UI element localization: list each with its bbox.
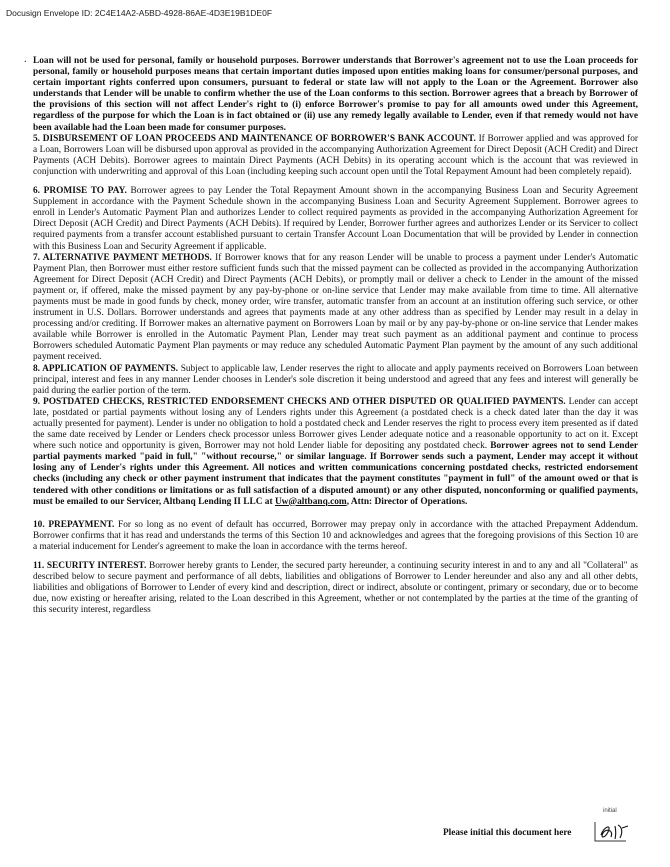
section-9-heading: 9. POSTDATED CHECKS, RESTRICTED ENDORSEMENT CHECKS AND OTHER DISPUTED OR QUALIFIED PAYMENTS. [33, 396, 566, 407]
loan-purpose-text: Loan will not be used for personal, family or household purposes. Borrower understands that Borrower's agreement not to use the Loan proceeds for personal, family or household purposes means that certain important duties imposed upon entities making loans for consumer/personal purposes, and certain important rights conferred upon consumers, pursuant to federal or state law will not apply to the Loan or the Agreement. Borrower also understands that Lender will be unable to confirm whether the use of the Loan conforms to this section. Borrower agrees that a breach by Borrower of the provisions of this section will not affect Lender's right to (i) enforce Borrower's promise to pay for all amounts owed under this Agreement, regardless of the purpose for which the Loan is in fact obtained or (ii) use any remedy legally available to Lender, even if that remedy would not have been available had the Loan been made for consumer purposes. [33, 56, 638, 133]
servicer-email-link[interactable]: Uw@altbanq.com [274, 496, 347, 507]
section-9-notice: Borrower agrees not to send Lender partial payments marked "paid in full," "without recourse," or similar language. If Borrower sends such a payment, Lender may accept it without losing any of Lender's rights under this Agreement. All notices and written communications concerning postdated checks, restricted endorsement checks (including any check or other payment instrument that indicates that the payment constitutes "payment in full" of the amount owed or that is tendered with other conditions or limitations or as full satisfaction of a disputed amount) or any other disputed, nonconforming or qualified payments, must be emailed to our Servicer, Altbanq Lending II LLC at [33, 441, 638, 507]
initial-caption: initial [603, 808, 617, 814]
initial-signature-field[interactable] [592, 818, 634, 844]
section-6-body: Borrower agrees to pay Lender the Total Repayment Amount shown in the accompanying Business Loan and Security Agreement Supplement in accordance with the Payment Schedule shown in the accompanying Business Loan and Security Agreement Supplement. Borrower agrees to enroll in Lender's Automatic Payment Plan and authorizes Lender to collect required payments as provided in the accompanying Authorization Agreement for Direct Deposit (ACH Credit) and Direct Payments (ACH Debits). If required by Lender, Borrower further agrees and authorizes Lender or its Servicer to collect required payments from a transfer account established pursuant to certain Transfer Account Loan Documentation that will be provided by Lender in connection with this Business Loan and Security Agreement if applicable. [33, 186, 639, 252]
section-7-heading: 7. ALTERNATIVE PAYMENT METHODS. [33, 252, 212, 263]
section-9-attn: , Attn: Director of Operations. [346, 496, 468, 507]
section-6 [33, 186, 638, 253]
section-7-body: If Borrower knows that for any reason Lender will be unable to process a payment under Lender's Automatic Payment Plan, then Borrower must either restore sufficient funds such that the missed payment can be collected as provided in the accompanying Authorization Agreement for Direct Deposit (ACH Credit) and Direct Payments (ACH Debits), or promptly mail or deliver a check to Lender in the amount of the missed payment or, if offered, make the missed payment by any pay-by-phone or on-line service that Lender may make available from time to time. All alternative payments must be made in good funds by check, money order, wire transfer, automatic transfer from an account at an institution offering such service, or other instrument in U.S. Dollars. Borrower understands and agrees that payments made at any other address than as specified by Lender may result in a delay in processing and/or crediting. If Borrower makes an alternative payment on Borrowers Loan by mail or by any pay-by-phone or on-line service that Lender makes available while Borrower is enrolled in the Automatic Payment Plan, Lender may treat such payment as an additional payment and continue to process Borrowers scheduled Automatic Payment Plan payments or may reduce any scheduled Automatic Payment Plan payment by the amount of any such additional payment received. [33, 252, 638, 363]
section-9 [33, 397, 638, 508]
section-8-heading: 8. APPLICATION OF PAYMENTS. [33, 363, 179, 374]
bullet-mark: · [24, 57, 27, 66]
handwritten-initials-icon [592, 818, 634, 844]
section-8-body: Subject to applicable law, Lender reserves the right to allocate and apply payments received on Borrowers Loan between principal, interest and fees in any manner Lender chooses in Lender's sole discretion it being understood and agreed that any fees and interest will generally be paid during the earlier portion of the term. [33, 363, 638, 396]
section-5-body: If Borrower applied and was approved for a Loan, Borrowers Loan will be disbursed upon approval as provided in the accompanying Authorization Agreement for Direct Deposit (ACH Credit) and Direct Payments (ACH Debits). Borrower agrees to maintain Direct Payments (ACH Debits) in its operating account which is the account that was reviewed in conjunction with underwriting and approval of this Loan (including keeping such account open until the Total Repayment Amount had been completely repaid). [33, 133, 638, 177]
section-5 [33, 134, 638, 178]
section-11 [33, 561, 638, 616]
section-10-body: For so long as no event of default has occurred, Borrower may prepay only in accordance with the attached Prepayment Addendum. Borrower confirms that it has read and understands the terms of this Section 10 and acknowledges and agrees that the foregoing provisions of this Section 10 are a material inducement for Lender's agreement to make the loan in accordance with the terms hereof. [33, 519, 638, 552]
section-5-heading: 5. DISBURSEMENT OF LOAN PROCEEDS AND MAINTENANCE OF BORROWER'S BANK ACCOUNT. [33, 133, 476, 144]
section-8 [33, 364, 638, 397]
section-9-body: Lender can accept late, postdated or partial payments without losing any of Lenders rights under this Agreement (a postdated check is a check dated later than the day it was actually presented for payment). Lender is under no obligation to hold a postdated check and Lender reserves the right to process every item presented as if dated the same date received by Lender or Lenders check processor unless Borrower gives Lender adequate notice and a reasonable opportunity to act on it. Except where such notice and opportunity is given, Borrower may not hold Lender liable for depositing any postdated check. [33, 396, 638, 452]
section-10 [33, 520, 638, 553]
section-7 [33, 253, 638, 364]
section-6-heading: 6. PROMISE TO PAY. [33, 186, 127, 197]
section-10-heading: 10. PREPAYMENT. [33, 519, 115, 530]
paragraph-loan-purpose [24, 56, 638, 134]
section-11-body: Borrower hereby grants to Lender, the secured party hereunder, a continuing security interest in and to any and all "Collateral" as described below to secure payment and performance of all debts, liabilities and obligations of Borrower to Lender hereunder and also any and all other debts, liabilities and obligations of Borrower to Lender of every kind and description, direct or indirect, absolute or contingent, primary or secondary, due or to become due, now existing or hereafter arising, related to the Loan described in this Agreement, whether or not contemplated by the parties at the time of the granting of this security interest, regardless [33, 561, 638, 616]
envelope-id: Docusign Envelope ID: 2C4E14A2-A5BD-4928-86AE-4D3E19B1DE0F [6, 8, 273, 18]
section-11-heading: 11. SECURITY INTEREST. [33, 561, 147, 572]
document-body [24, 56, 639, 617]
initial-prompt: Please initial this document here [443, 828, 572, 838]
